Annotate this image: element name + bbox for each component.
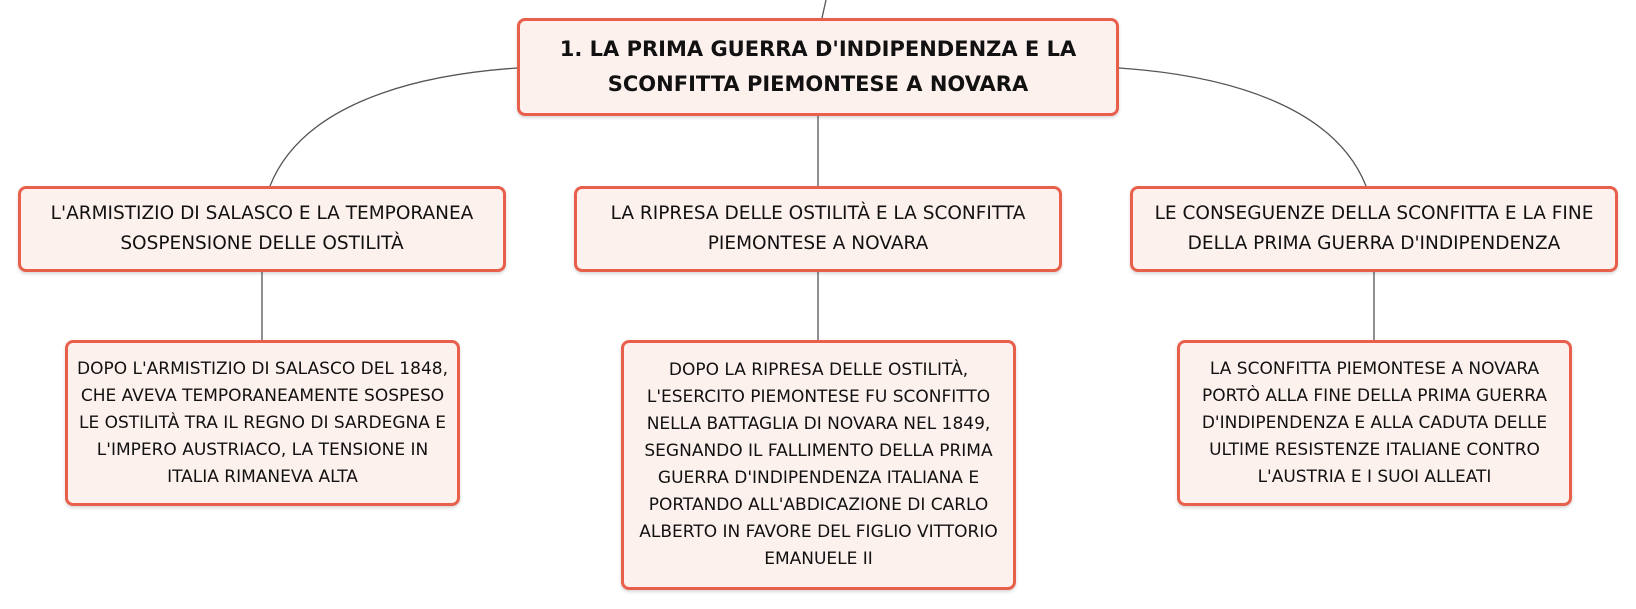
- detail-node-conseguenze[interactable]: [1177, 340, 1572, 506]
- detail-node-ripresa[interactable]: [621, 340, 1016, 590]
- topic-title: LE CONSEGUENZE DELLA SCONFITTA E LA FINE DELLA PRIMA GUERRA D'INDIPENDENZA: [1154, 203, 1594, 254]
- connector-parent-to-root: [822, 0, 826, 18]
- connector-root-to-topic-1: [270, 68, 517, 186]
- detail-text: DOPO LA RIPRESA DELLE OSTILITÀ, L'ESERCITO PIEMONTESE FU SCONFITTO NELLA BATTAGLIA DI NOVARA NEL 1849, SEGNANDO IL FALLIMENTO DELLA PRIMA GUERRA D'INDIPENDENZA ITALIANA E PORTANDO ALL'ABDICAZIONE DI CARLO ALBERTO IN FAVORE DEL FIGLIO VITTORIO EMANUELE II: [639, 360, 998, 569]
- topic-node-armistizio[interactable]: [18, 186, 506, 272]
- topic-title: L'ARMISTIZIO DI SALASCO E LA TEMPORANEA SOSPENSIONE DELLE OSTILITÀ: [50, 203, 474, 254]
- topic-title: LA RIPRESA DELLE OSTILITÀ E LA SCONFITTA PIEMONTESE A NOVARA: [610, 203, 1026, 254]
- central-topic-node[interactable]: [517, 18, 1119, 116]
- topic-node-ripresa[interactable]: [574, 186, 1062, 272]
- topic-node-conseguenze[interactable]: [1130, 186, 1618, 272]
- detail-text: LA SCONFITTA PIEMONTESE A NOVARA PORTÒ ALLA FINE DELLA PRIMA GUERRA D'INDIPENDENZA E ALLA CADUTA DELLE ULTIME RESISTENZE ITALIANE CONTRO L'AUSTRIA E I SUOI ALLEATI: [1201, 358, 1548, 487]
- central-topic-text: 1. LA PRIMA GUERRA D'INDIPENDENZA E LA SCONFITTA PIEMONTESE A NOVARA: [559, 37, 1077, 96]
- detail-text: DOPO L'ARMISTIZIO DI SALASCO DEL 1848, CHE AVEVA TEMPORANEAMENTE SOSPESO LE OSTILITÀ TRA IL REGNO DI SARDEGNA E L'IMPERO AUSTRIACO, LA TENSIONE IN ITALIA RIMANEVA ALTA: [77, 358, 448, 487]
- detail-node-armistizio[interactable]: [65, 340, 460, 506]
- connector-root-to-topic-3: [1119, 68, 1366, 186]
